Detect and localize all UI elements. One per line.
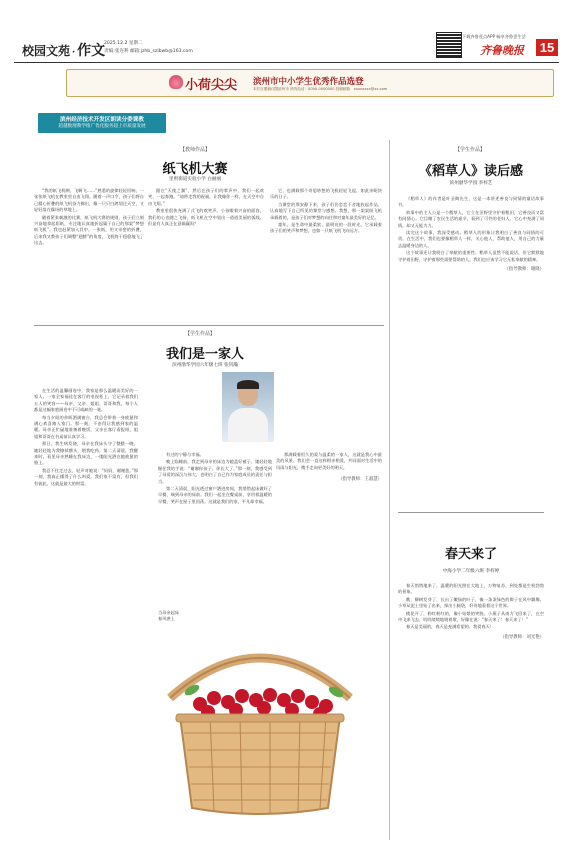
student-hair <box>237 380 259 389</box>
paragraph: “我的纸飞机啊，飞啊飞……”熟悉的旋律轻轻回响，一张张纸飞机在教室里自由飞翔。随着一声口令，孩子们将自己精心折叠的纸飞机奋力掷出，像一只只白鸽划过天空，又轻轻落在操场的草地上。 <box>34 188 144 213</box>
paragraph: 我忍不住走过去，轻声对她说：“妈妈，谢谢您。”那一刻，我真正懂得了什么叫爱。我们家不富有，但我们有彼此，这就是最大的财富。 <box>34 467 138 486</box>
editor-note-scarecrow: （指导教师：谢晓） <box>504 267 544 273</box>
article-author-paper-plane: 里则街道实验小学 白丽丽 <box>169 177 221 182</box>
article-title-scarecrow: 《稻草人》读后感 <box>418 164 523 179</box>
teal-subhead-line1: 滨州经济技术开发区朗读分委课教 <box>60 117 144 123</box>
article-title-paper-plane: 纸飞机大赛 <box>162 162 228 177</box>
paragraph: 第二天清晨，阳光透过窗户洒进房间，我悄悄起床做好了早餐，端到母亲的床前。我们一起坐在餐桌前，享用着温暖的早餐，笑声在屋子里回荡。这就是我们的家，平凡却幸福。 <box>158 486 272 504</box>
section-tag-student-right: 【学生作品】 <box>454 147 485 153</box>
paragraph: 春天是美丽的，春天是充满希望的。我爱春天！ <box>406 624 494 630</box>
lotus-icon <box>169 75 183 89</box>
paragraph: 童年，是生命中最柔软、最明亮的一段时光。它承载着孩子们的笑声和梦想，也如一只纸飞机飞向远方。 <box>270 222 382 234</box>
article-body-spring <box>398 583 544 823</box>
article-author-scarecrow: 滨州渤华学园 李梓艺 <box>449 181 493 186</box>
article-author-spring: 中海小学二年级六班 李梓婷 <box>442 569 500 574</box>
paragraph: 在生活的温馨画卷中，我家是那么温暖而美好的一家人。一家全家福挂在客厅的电视柜上，它记录着我们五人的笑容——母亲、父亲、姐姐、哥哥和我。每个人都是这幅家庭画卷中不可或缺的一笔。 <box>34 388 138 413</box>
paragraph: 桃花开了，粉红粉红的，像小姑娘的笑脸。小燕子从南方飞回来了，在空中飞来飞去，叽叽喳喳地唱着歌，好像在说：“春天来了！春天来了！” <box>398 610 544 623</box>
paragraph: 当课堂的那安静下来，孩子们仍恋恋不舍地收起作品，认真地写下自己所见的课堂与感想。我想，那一架架纸飞机承载着的，是孩子们对梦想的向往和对童年最美好的记忆。 <box>270 201 382 220</box>
banner-small-print: 本栏目邀稿仅限滨州市 热线电话：0000-0000000 投稿邮箱：xxxxxxxx@xx.com <box>253 87 388 91</box>
article-title-family: 我们是一家人 <box>165 347 244 362</box>
header-rule <box>14 62 559 63</box>
paragraph: 随着紧张刺激的比赛，纸飞机大赛的规则，孩子们立刻兴奋地拿起彩纸，专注地认真地折起属于自己的那架“梦想纸飞机”。我也赶紧加入其中。一张纸，用又亲密的折叠，后来我又教孩子们调整“翅膀”的角度，飞机终于稳稳地飞了出去。 <box>34 214 144 246</box>
article-body-paper-plane-col2 <box>148 188 264 323</box>
paragraph: 那满载着恒久的爱与温柔的一家人，这就是我心中最美的风景。我们会一直这样相亲相爱，共同面对生活中的风雨与阳光，携手走向更美好的明天。 <box>276 452 382 470</box>
section-tag-teacher: 【教师作品】 <box>179 147 210 153</box>
cherry-basket-illustration <box>140 628 380 828</box>
section-rule <box>34 325 384 326</box>
banner-title: 小荷尖尖 <box>185 78 238 93</box>
header-editor-line: 责编:张连利 邮箱:jzhb_szlbwb@163.com <box>104 49 193 54</box>
article-body-family-col2 <box>158 452 272 602</box>
paragraph: 每当夕阳的余晖洒满窗台，我总会带着一身疲惫和满心欢喜踏入家门。那一刻，不由得让我感到家的温暖。母亲正忙碌地准备着晚饭，父亲在客厅看报纸，姐姐和哥哥在书桌前认真学习。 <box>34 414 138 439</box>
article-body-family-col1 <box>34 388 138 688</box>
teal-subhead-line2: 超越数理教学推广优化服务超上市质量发展 <box>58 124 146 129</box>
paragraph: 有过的宁静与幸福。 <box>166 452 204 457</box>
paper-logo: 齐鲁晚报 <box>480 44 524 57</box>
page-number: 15 <box>536 39 558 56</box>
poem-fragment <box>158 610 218 623</box>
page-header <box>14 28 559 68</box>
section-label: 校园文苑 · 作文 <box>22 43 106 59</box>
article-body-paper-plane-col3 <box>270 188 382 323</box>
basket-svg <box>140 628 380 828</box>
paragraph: 那日，我生病发烧，母亲在我床头守了整整一晚，她轻轻地为我擦拭额头，喂我吃药。第二天清晨，我醒来时，看见母亲熟睡在我床边，一缕阳光洒在她疲惫的脸上。 <box>34 441 138 466</box>
paragraph: 《稻草人》的作者是叶圣陶先生，这是一本讲述善良与同情的童话故事书。 <box>398 196 544 208</box>
article-body-paper-plane-col1 <box>34 188 144 323</box>
column-divider <box>389 140 390 840</box>
editor-note-family: （指导教师：王淑慧） <box>338 477 382 483</box>
qr-code-icon <box>436 32 462 58</box>
paragraph: 它，也满载那个奇思妙想的飞机轻轻飞起，如此亲昵快乐的日子。 <box>270 188 382 200</box>
editor-note-spring: （指导教师：刘光艳） <box>500 634 544 640</box>
student-shirt <box>228 408 268 442</box>
header-date: 2025.12.2 星期二 <box>104 41 143 46</box>
section-label-part2: 作文 <box>77 43 106 59</box>
paragraph: 晚上临睡前，我走到母亲的床边为她盖好被子。她轻轻地握住我的手说：“谢谢你孩子，你长大了。”那一刻，我感受到了母爱的深沉与伟大，也明白了自己作为家庭成员的责任与担当。 <box>158 459 272 484</box>
student-photo <box>222 372 274 442</box>
paragraph: 读完这个故事，我深受感动。稻草人的形象让我明白了善良与同情的可贵。在生活中，我们也要像稻草人一样，关心他人，帮助他人，用自己的力量去温暖身边的人。 <box>398 230 544 248</box>
article-body-family-col3 <box>276 452 382 602</box>
section-label-part1: 校园文苑 <box>22 44 71 58</box>
article-body-scarecrow <box>398 196 544 496</box>
header-slogan: 下载齐鲁壹点APP 畅享齐鲁壹生活 <box>462 34 526 39</box>
poem-line: 当母亲起床 <box>158 610 179 615</box>
paragraph: 跟在“天使之翼”，然后在孩子们的掌声中，我们一起欢笑、一起奔跑。“请带走我的祝福，让我像你一样，在天空中自由飞翔。” <box>148 188 264 206</box>
paragraph: 瞧，柳树发芽了，长出了嫩绿的叶子，像一条条绿色的辫子在风中飘舞。小草从泥土里钻了出来，探出小脑袋，好奇地看着这个世界。 <box>398 596 544 609</box>
teal-subhead <box>38 113 166 133</box>
banner <box>66 69 554 97</box>
banner-subtitle: 滨州市中小学生优秀作品选登 <box>253 77 364 87</box>
poem-line: 春风袭上 <box>158 616 175 622</box>
paragraph: 春天悄悄地来了，温暖的阳光照在大地上，万物复苏，到处都是生机勃勃的景象。 <box>398 583 544 595</box>
section-rule-right <box>398 512 544 513</box>
article-title-spring: 春天来了 <box>444 547 497 562</box>
section-tag-student: 【学生作品】 <box>184 331 215 337</box>
paragraph: 这个故事还让我明白了奉献的重要性。稻草人虽然不能说话，但它默默地守护着田野，守护着那些需要帮助的人。我们也应该学习它无私奉献的精神。 <box>398 250 544 262</box>
article-author-family: 滨州渤华学园六年级七班 张钊瀚 <box>172 363 238 368</box>
paragraph: 教室里很快充满了式飞的欢笑声。小孩嗷着兴奋的面容，我们的心也随之飞扬，纸飞机在空中划出一道道美丽的弧线。但是有人真正在意输赢吗？ <box>148 208 264 227</box>
paragraph: 故事中的主人公是一个稻草人，它立在田野里守护着稻田，它善良而又富有同情心。它目睹了农民生活的艰辛，看到了可怜的老妇人，它心中充满了同情，却又无能为力。 <box>398 209 544 228</box>
